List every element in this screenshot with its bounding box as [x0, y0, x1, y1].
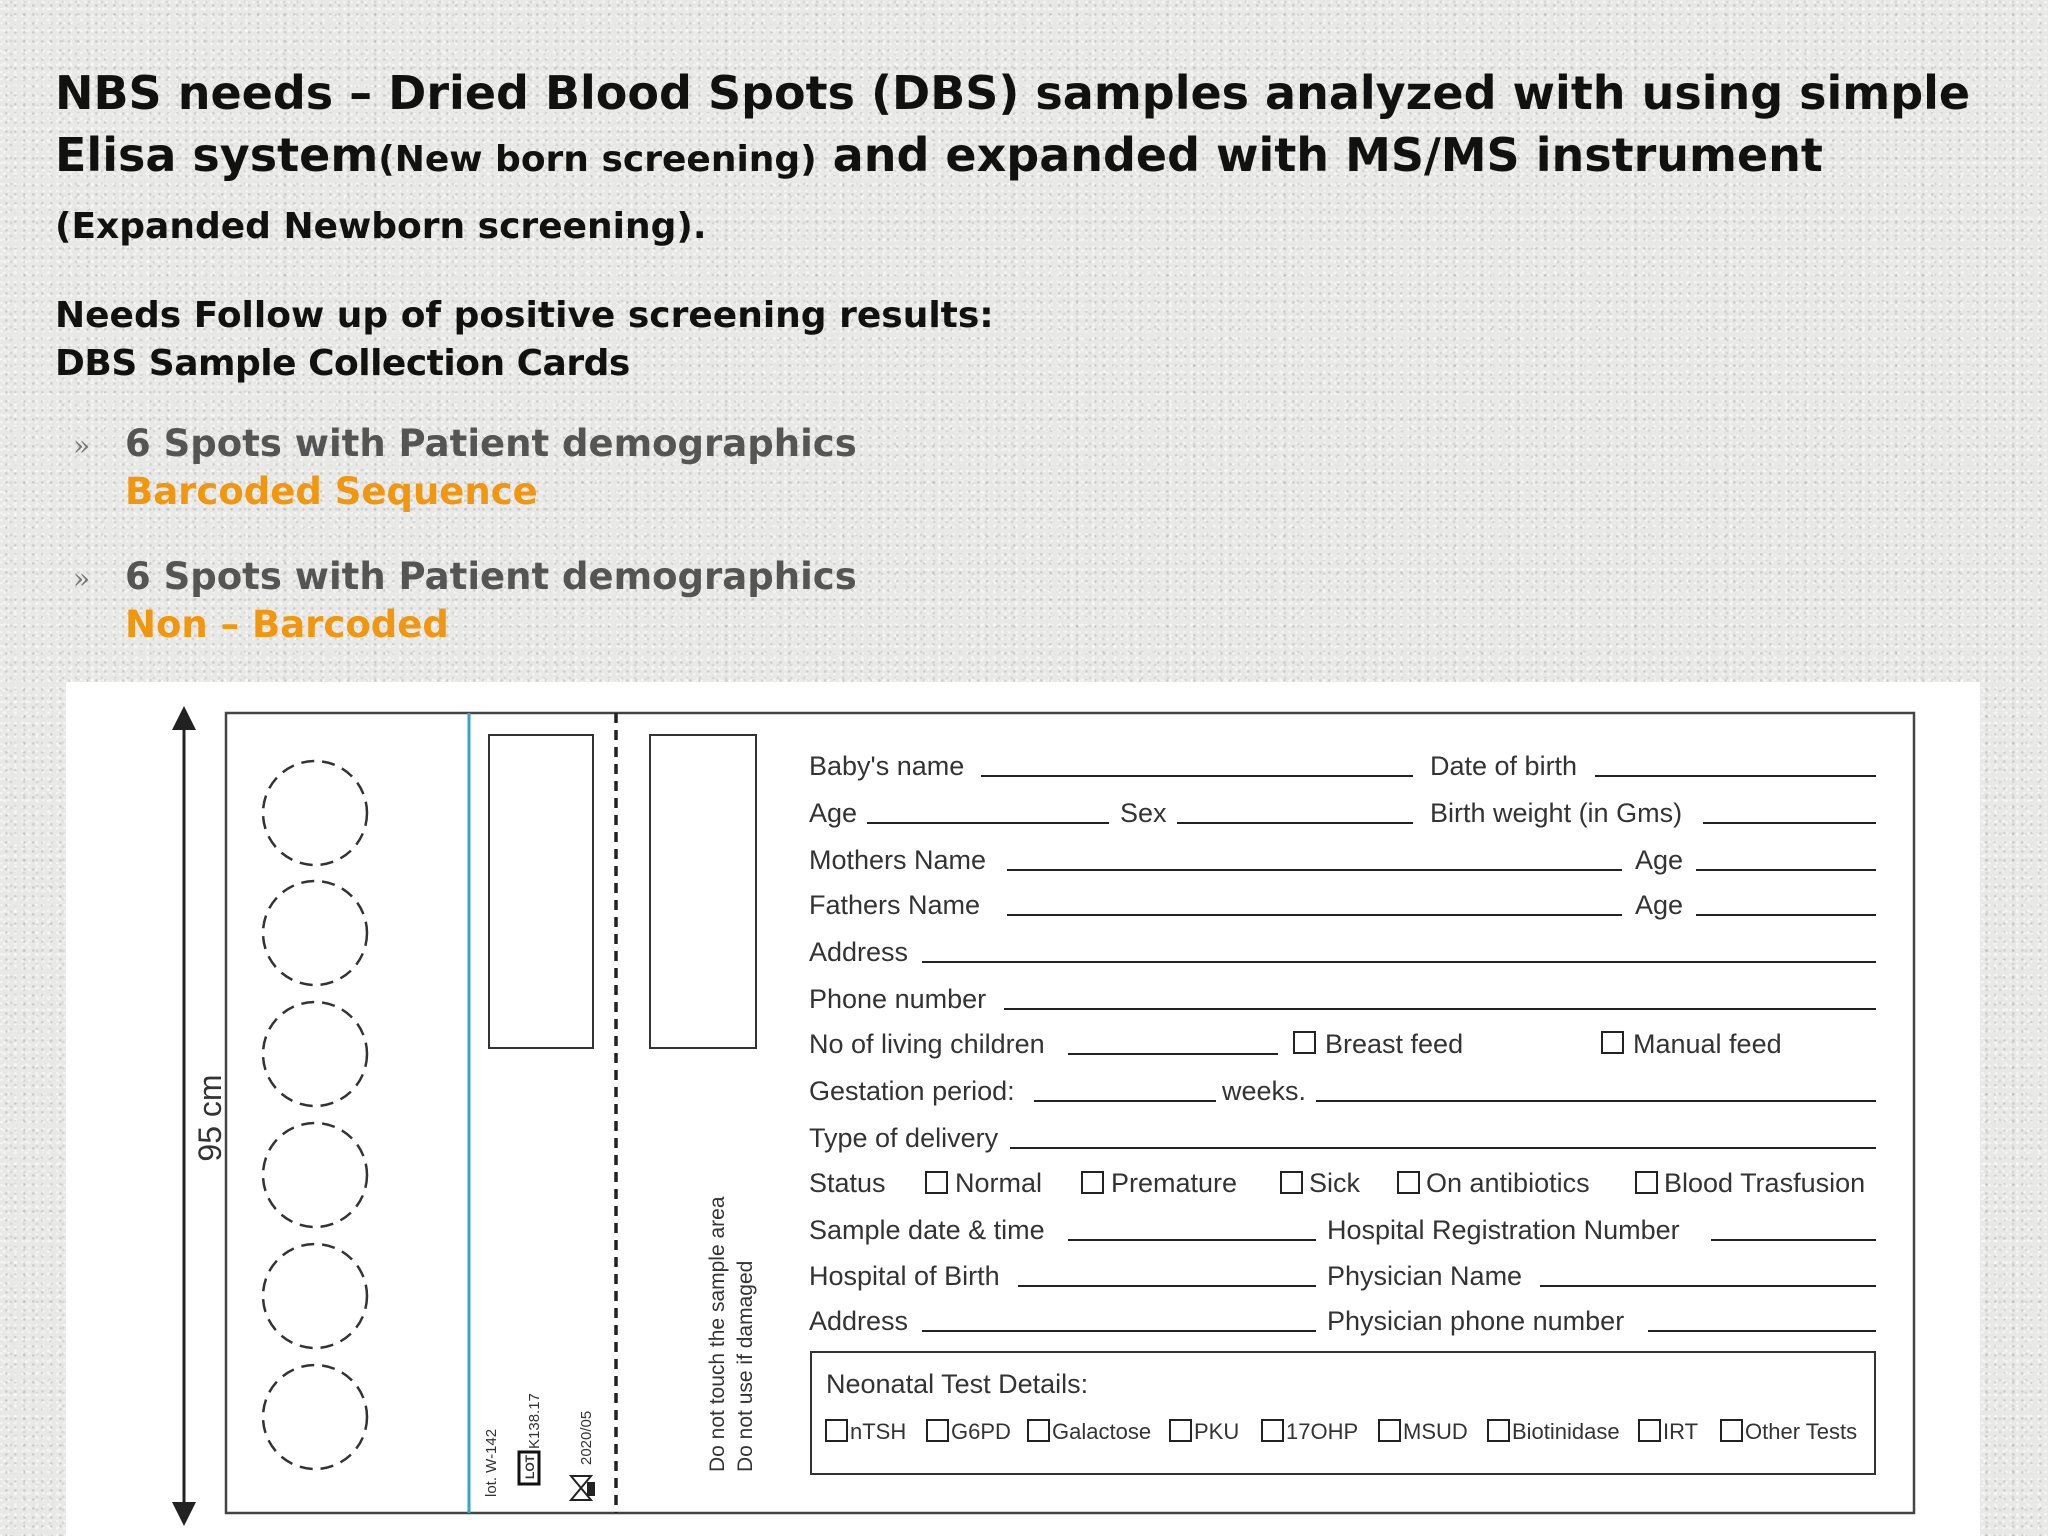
blood-spot-circle-6: [263, 1365, 367, 1469]
test-ntsh-checkbox[interactable]: [826, 1420, 847, 1441]
field-label-fathers-name: Fathers Name: [809, 890, 981, 920]
page-title: [55, 62, 1985, 258]
bullet-marker-icon: »: [73, 429, 91, 462]
subheading: [55, 292, 994, 388]
blood-spot-circle-2: [263, 881, 367, 985]
expiry-date: 2020/05: [578, 1410, 595, 1465]
status-premature-checkbox[interactable]: [1082, 1172, 1103, 1193]
field-label-hospital-reg: Hospital Registration Number: [1327, 1215, 1680, 1245]
status-normal-checkbox[interactable]: [926, 1172, 947, 1193]
dbs-card-image: [66, 682, 1980, 1536]
field-label-sample-date: Sample date & time: [809, 1215, 1045, 1245]
manual-feed-checkbox[interactable]: [1602, 1032, 1623, 1053]
test-other-checkbox[interactable]: [1721, 1420, 1742, 1441]
bullet-marker-icon: »: [73, 562, 91, 595]
test-label-other: Other Tests: [1745, 1419, 1858, 1444]
test-label-17ohp: 17OHP: [1286, 1419, 1359, 1444]
test-label-pku: PKU: [1194, 1419, 1240, 1444]
subheading-line-2: DBS Sample Collection Cards: [55, 343, 630, 384]
field-label-delivery: Type of delivery: [809, 1123, 999, 1153]
field-label-address-2: Address: [809, 1306, 909, 1336]
dbs-card-drawing: [66, 682, 1980, 1536]
neonatal-test-title: Neonatal Test Details:: [826, 1369, 1089, 1399]
test-label-msud: MSUD: [1403, 1419, 1468, 1444]
field-label-babys-name: Baby's name: [809, 751, 965, 781]
field-label-mothers-name: Mothers Name: [809, 845, 987, 875]
lot-code: K138.17: [526, 1393, 543, 1449]
breast-feed-checkbox[interactable]: [1294, 1032, 1315, 1053]
test-galactose-checkbox[interactable]: [1028, 1420, 1049, 1441]
status-option-normal: Normal: [955, 1168, 1043, 1198]
title-main-1: NBS needs – Dried Blood Spots (DBS) samples analyzed with using simple Elisa system: [55, 66, 1971, 182]
test-g6pd-checkbox[interactable]: [927, 1420, 948, 1441]
status-option-sick: Sick: [1309, 1168, 1361, 1198]
field-label-phone-number: Phone number: [809, 984, 987, 1014]
warning-damaged: Do not use if damaged: [734, 1260, 757, 1472]
status-sick-checkbox[interactable]: [1281, 1172, 1302, 1193]
blood-spot-circle-4: [263, 1123, 367, 1227]
field-label-fathers-age: Age: [1635, 890, 1684, 920]
warning-touch: Do not touch the sample area: [706, 1196, 729, 1472]
status-option-premature: Premature: [1111, 1168, 1238, 1198]
status-transfusion-checkbox[interactable]: [1636, 1172, 1657, 1193]
blood-spot-circle-3: [263, 1002, 367, 1106]
blood-spot-circle-5: [263, 1244, 367, 1348]
field-label-hospital-birth: Hospital of Birth: [809, 1261, 1000, 1291]
field-label-age: Age: [809, 798, 858, 828]
lot-text: lot. W-142: [483, 1428, 500, 1497]
bullet-text: 6 Spots with Patient demographics: [125, 422, 857, 465]
barcode-box-1: [489, 735, 593, 1048]
bullet-text: 6 Spots with Patient demographics: [125, 555, 857, 598]
title-main-2: and expanded with MS/MS instrument: [816, 128, 1823, 182]
bullet-highlight: Non – Barcoded: [125, 603, 449, 646]
dimension-label: 95 cm: [192, 1074, 228, 1162]
field-label-living-children: No of living children: [809, 1029, 1045, 1059]
title-small-2: (Expanded Newborn screening).: [55, 206, 707, 247]
field-label-address: Address: [809, 937, 909, 967]
lot-box-label: LOT: [523, 1455, 537, 1479]
field-label-gestation: Gestation period:: [809, 1076, 1015, 1106]
hourglass-icon: [571, 1476, 595, 1500]
title-small-1: (New born screening): [378, 139, 817, 180]
blood-spot-circle-1: [263, 761, 367, 865]
test-label-irt: IRT: [1663, 1419, 1699, 1444]
test-label-ntsh: nTSH: [850, 1419, 907, 1444]
bullet-highlight: Barcoded Sequence: [125, 470, 538, 513]
test-irt-checkbox[interactable]: [1639, 1420, 1660, 1441]
test-label-g6pd: G6PD: [951, 1419, 1011, 1444]
checkbox-label-manual-feed: Manual feed: [1633, 1029, 1782, 1059]
test-msud-checkbox[interactable]: [1379, 1420, 1400, 1441]
test-label-biotinidase: Biotinidase: [1512, 1419, 1620, 1444]
field-label-mothers-age: Age: [1635, 845, 1684, 875]
field-label-birth-weight: Birth weight (in Gms): [1430, 798, 1683, 828]
status-option-antibiotics: On antibiotics: [1426, 1168, 1590, 1198]
field-label-physician-name: Physician Name: [1327, 1261, 1523, 1291]
barcode-box-2: [650, 735, 756, 1048]
field-label-status: Status: [809, 1168, 886, 1198]
subheading-line-1: Needs Follow up of positive screening results:: [55, 295, 994, 336]
test-pku-checkbox[interactable]: [1170, 1420, 1191, 1441]
checkbox-label-breast-feed: Breast feed: [1325, 1029, 1464, 1059]
field-label-date-of-birth: Date of birth: [1430, 751, 1578, 781]
field-label-physician-phone: Physician phone number: [1327, 1306, 1625, 1336]
test-biotinidase-checkbox[interactable]: [1488, 1420, 1509, 1441]
test-label-galactose: Galactose: [1052, 1419, 1152, 1444]
field-label-weeks: weeks.: [1222, 1076, 1307, 1106]
status-option-transfusion: Blood Trasfusion: [1664, 1168, 1866, 1198]
field-label-sex: Sex: [1120, 798, 1167, 828]
test-17ohp-checkbox[interactable]: [1262, 1420, 1283, 1441]
status-antibiotics-checkbox[interactable]: [1398, 1172, 1419, 1193]
